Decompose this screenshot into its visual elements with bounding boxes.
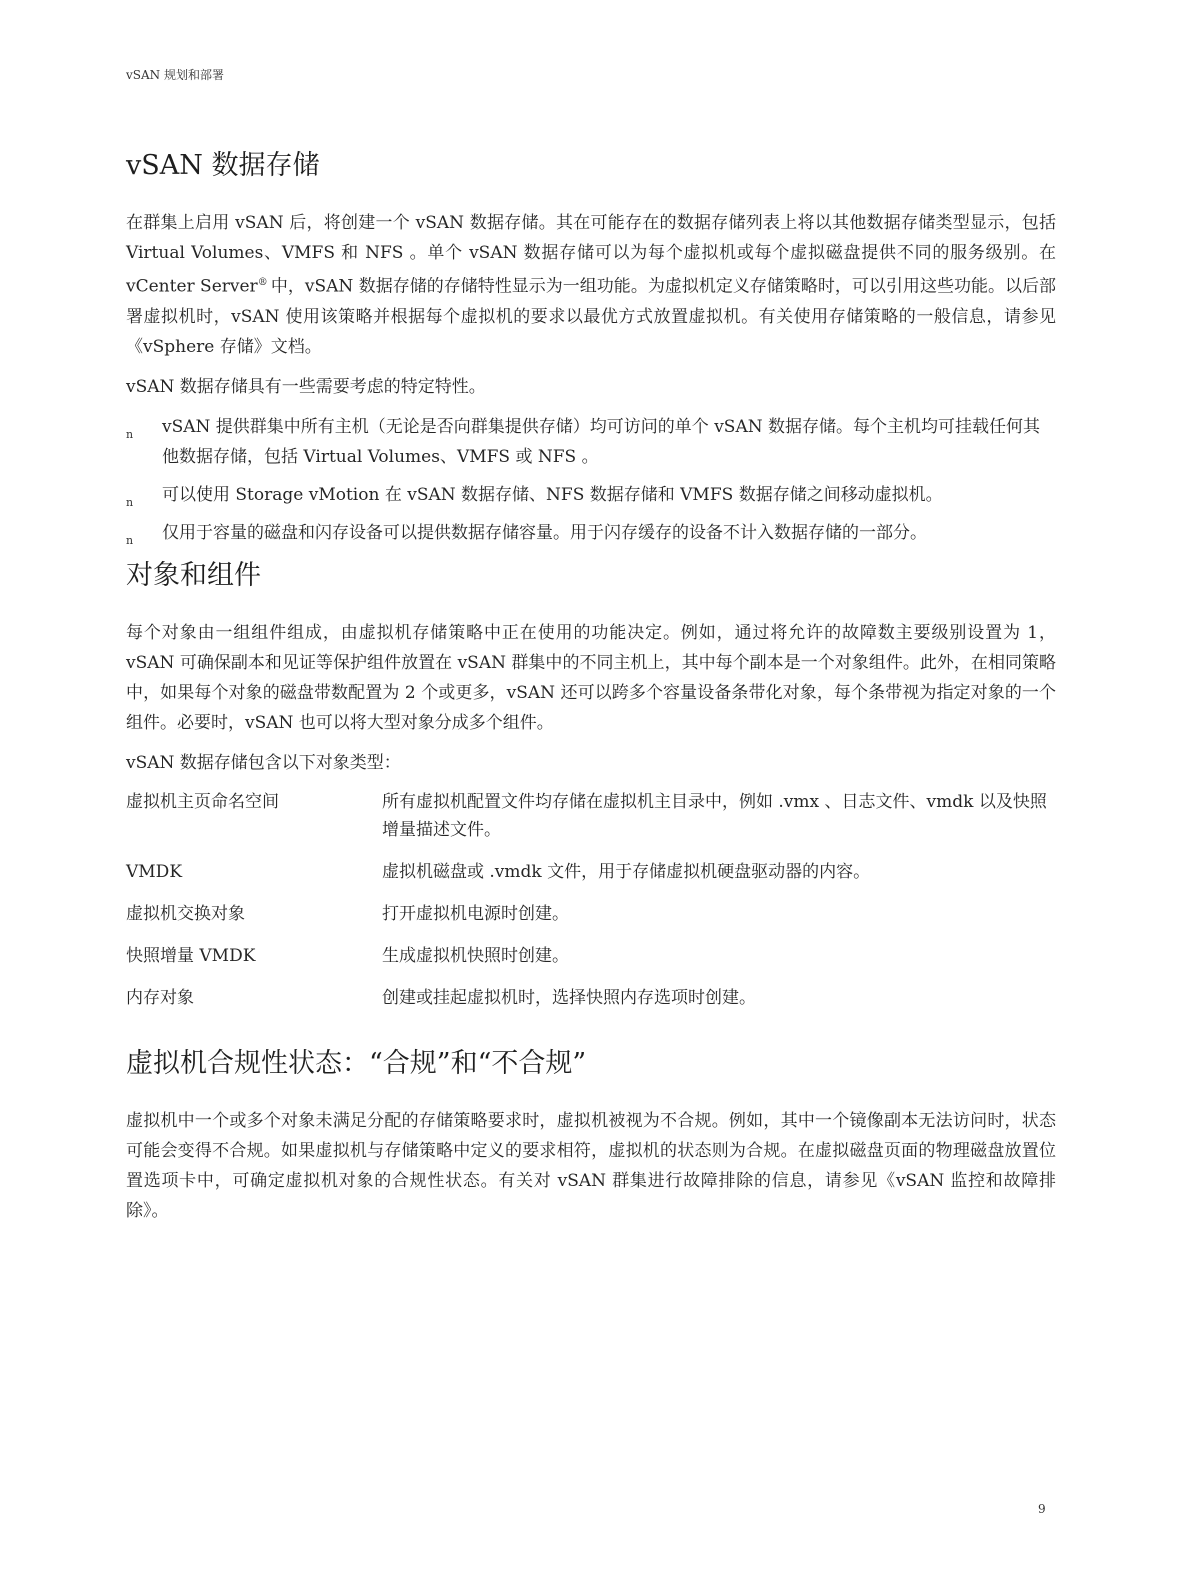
section-vm-compliance	[126, 1044, 1056, 1226]
bullet-icon: n	[126, 427, 134, 441]
object-type-description: 创建或挂起虚拟机时，选择快照内存选项时创建。	[382, 987, 756, 1008]
section-heading: 虚拟机合规性状态：“合规”和“不合规”	[126, 1047, 587, 1079]
object-types-table	[126, 788, 1056, 1026]
object-type-name: VMDK	[126, 861, 183, 882]
object-type-description: 生成虚拟机快照时创建。	[382, 945, 569, 966]
table-row	[126, 942, 1056, 984]
paragraph: 每个对象由一组组件组成，由虚拟机存储策略中正在使用的功能决定。例如，通过将允许的故障数主要级别设置为 1，vSAN 可确保副本和见证等保护组件放置在 vSAN 群集中的不同主机上，其中每个副本是一个对象组件。此外，在相同策略中，如果每个对象的磁盘带数配置为 2 个或更多，vSAN 还可以跨多个容量设备条带化对象，每个条带视为指定对象的一个组件。必要时，vSAN 也可以将大型对象分成多个组件。	[126, 622, 1056, 733]
table-row	[126, 984, 1056, 1026]
bullet-item: n vSAN 提供群集中所有主机（无论是否向群集提供存储）均可访问的单个 vSAN 数据存储。每个主机均可挂载任何其他数据存储，包括 Virtual Volumes、VMFS 或 NFS 。	[126, 416, 1041, 467]
bullet-icon: n	[126, 495, 134, 509]
object-type-description: 打开虚拟机电源时创建。	[382, 903, 569, 924]
running-header: vSAN 规划和部署	[126, 68, 224, 82]
table-row	[126, 788, 1056, 858]
object-type-name: 虚拟机交换对象	[126, 903, 245, 924]
section-vsan-datastore	[126, 146, 1056, 548]
section-heading: vSAN 数据存储	[126, 150, 320, 181]
object-type-name: 内存对象	[126, 987, 194, 1008]
paragraph: 虚拟机中一个或多个对象未满足分配的存储策略要求时，虚拟机被视为不合规。例如，其中一个镜像副本无法访问时，状态可能会变得不合规。如果虚拟机与存储策略中定义的要求相符，虚拟机的状态则为合规。在虚拟磁盘页面的物理磁盘放置位置选项卡中，可确定虚拟机对象的合规性状态。有关对 vSAN 群集进行故障排除的信息，请参见《vSAN 监控和故障排除》。	[126, 1110, 1056, 1221]
bullet-item: n 仅用于容量的磁盘和闪存设备可以提供数据存储容量。用于闪存缓存的设备不计入数据存储的一部分。	[126, 518, 1056, 548]
bullet-list	[126, 412, 1056, 548]
section-heading: 对象和组件	[126, 559, 261, 591]
page-content	[126, 146, 1056, 1236]
section-objects-components	[126, 556, 1056, 1026]
object-type-name: 快照增量 VMDK	[126, 945, 256, 966]
object-type-description: 所有虚拟机配置文件均存储在虚拟机主目录中，例如 .vmx 、日志文件、vmdk 以及快照增量描述文件。	[382, 791, 1047, 840]
paragraph: vSAN 数据存储包含以下对象类型：	[126, 752, 401, 773]
bullet-icon: n	[126, 533, 134, 547]
table-row	[126, 858, 1056, 900]
registered-mark: ®	[257, 277, 271, 288]
page-number: 9	[1038, 1502, 1046, 1516]
bullet-item: n 可以使用 Storage vMotion 在 vSAN 数据存储、NFS 数据存储和 VMFS 数据存储之间移动虚拟机。	[126, 480, 1056, 510]
table-row	[126, 900, 1056, 942]
paragraph: vSAN 数据存储具有一些需要考虑的特定特性。	[126, 376, 486, 397]
object-type-name: 虚拟机主页命名空间	[126, 791, 279, 812]
object-type-description: 虚拟机磁盘或 .vmdk 文件，用于存储虚拟机硬盘驱动器的内容。	[382, 861, 871, 882]
paragraph: 在群集上启用 vSAN 后，将创建一个 vSAN 数据存储。其在可能存在的数据存储列表上将以其他数据存储类型显示，包括 Virtual Volumes、VMFS 和 NFS 。单个 vSAN 数据存储可以为每个虚拟机或每个虚拟磁盘提供不同的服务级别。在 vCenter Server® 中，vSAN 数据存储的存储特性显示为一组功能。为虚拟机定义存储策略时，可以引用这些功能。以后部署虚拟机时，vSAN 使用该策略并根据每个虚拟机的要求以最优方式放置虚拟机。有关使用存储策略的一般信息，请参见《vSphere 存储》文档。	[126, 213, 1056, 357]
